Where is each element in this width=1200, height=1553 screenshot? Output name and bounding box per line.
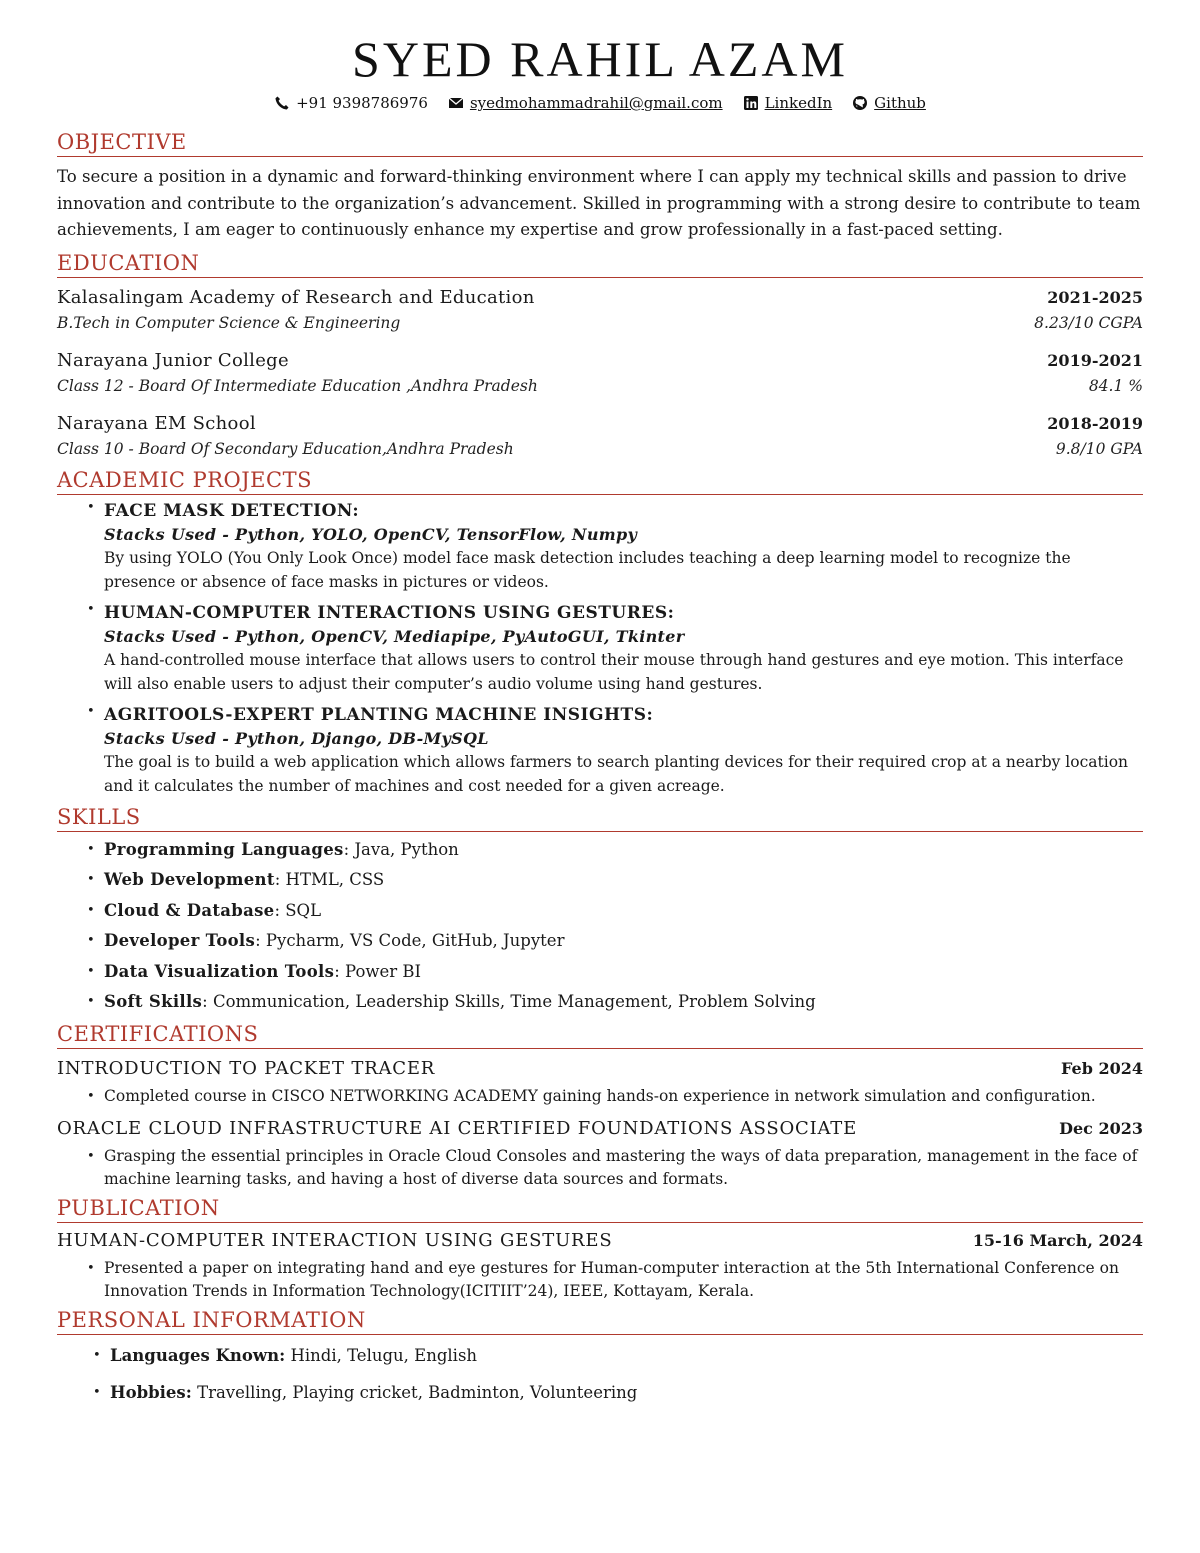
project-description: The goal is to build a web application which allows farmers to search planting devices for their required crop at a nearby location and it calculates the number of machines and cost needed for a given acreage. [104,752,1129,795]
projects-heading: ACADEMIC PROJECTS [57,467,1143,495]
linkedin-icon [743,95,759,111]
skill-value: : Pycharm, VS Code, GitHub, Jupyter [255,931,565,950]
skills-heading: SKILLS [57,804,1143,832]
skill-item [57,835,1143,866]
skill-item [57,957,1143,988]
personal-label: Hobbies: [110,1382,192,1402]
certification-date: Feb 2024 [1061,1058,1143,1078]
personal-item [57,1337,1143,1374]
skill-value: : Java, Python [343,839,459,859]
skill-value: : HTML, CSS [274,870,385,889]
objective-text: To secure a position in a dynamic and forward-thinking environment where I can apply my technical skills and passion to drive innovation and contribute to the organization’s advancement. Skilled in programming with a strong desire to contribute to team achievements, I am eager to continuously enhance my expertise and grow professionally in a fast-paced setting. [57,167,1141,239]
skill-item [57,865,1143,896]
grade: 84.1 % [1088,376,1143,395]
certifications-heading: CERTIFICATIONS [57,1021,1143,1049]
project-stack: Stacks Used - Python, YOLO, OpenCV, TensorFlow, Numpy [104,524,638,544]
school-name: Narayana Junior College [57,349,289,371]
publication-item [57,1227,1143,1303]
skills-section [57,804,1143,1018]
contact-bar [57,92,1143,114]
candidate-name: SYED RAHIL AZAM [352,31,848,87]
linkedin-link[interactable]: LinkedIn [764,94,833,112]
education-years: 2021-2025 [1047,287,1143,307]
project-stack: Stacks Used - Python, OpenCV, Mediapipe, PyAutoGUI, Tkinter [104,626,685,646]
education-years: 2019-2021 [1047,350,1143,370]
school-name: Narayana EM School [57,412,256,434]
grade: 8.23/10 CGPA [1034,313,1143,332]
skill-label: Developer Tools [104,931,256,950]
phone-icon [274,95,290,111]
education-heading: EDUCATION [57,250,1143,278]
certification-title: INTRODUCTION TO PACKET TRACER [57,1057,436,1079]
certification-description: • Completed course in CISCO NETWORKING ACADEMY gaining hands-on experience in network simulation and configuration. [57,1085,1143,1108]
certification-description: • Grasping the essential principles in Oracle Cloud Consoles and mastering the ways of data preparation, management in the face of machine learning tasks, and having a host of diverse data sources and formats. [57,1145,1143,1191]
personal-item [57,1374,1143,1411]
certifications-section [57,1021,1143,1191]
project-item [57,602,1143,696]
project-description: By using YOLO (You Only Look Once) model face mask detection includes teaching a deep learning model to recognize the presence or absence of face masks in pictures or videos. [104,548,1071,591]
skill-item [57,987,1143,1018]
certification-date: Dec 2023 [1059,1118,1143,1138]
publication-heading: PUBLICATION [57,1195,1143,1223]
skill-value: : Communication, Leadership Skills, Time Management, Problem Solving [202,992,816,1011]
personal-section [57,1307,1143,1411]
email-link[interactable]: syedmohammadrahil@gmail.com [469,94,723,112]
personal-heading: PERSONAL INFORMATION [57,1307,1143,1335]
github-contact[interactable] [852,94,926,112]
project-title: • FACE MASK DETECTION: [104,500,360,521]
education-item [57,411,1143,461]
skill-label: Cloud & Database [104,900,275,920]
education-years: 2018-2019 [1047,413,1143,433]
degree: Class 12 - Board Of Intermediate Education ,Andhra Pradesh [57,376,538,395]
skill-label: Web Development [104,870,275,889]
degree: B.Tech in Computer Science & Engineering [57,313,401,332]
linkedin-contact[interactable] [743,94,833,112]
phone-number: +91 9398786976 [296,94,428,112]
education-section [57,250,1143,461]
skill-label: Soft Skills [104,992,203,1011]
certification-item [57,1115,1143,1191]
project-title: • HUMAN-COMPUTER INTERACTIONS USING GESTURES: [104,602,675,623]
skill-value: : SQL [274,900,322,920]
school-name: Kalasalingam Academy of Research and Education [57,286,535,308]
skill-item [57,896,1143,927]
personal-value: Hindi, Telugu, English [285,1345,478,1365]
personal-label: Languages Known: [110,1345,286,1365]
phone-contact [274,94,428,112]
education-item [57,285,1143,335]
project-item [57,704,1143,798]
resume-page [57,30,1143,1411]
publication-title: HUMAN-COMPUTER INTERACTION USING GESTURES [57,1229,613,1251]
project-description: A hand-controlled mouse interface that allows users to control their mouse through hand gestures and eye motion. This interface will also enable users to adjust their computer’s audio volume using hand gestures. [104,650,1124,693]
publication-date: 15-16 March, 2024 [972,1230,1143,1250]
objective-heading: OBJECTIVE [57,129,1143,157]
skill-value: : Power BI [334,961,422,981]
grade: 9.8/10 GPA [1055,439,1143,458]
personal-value: Travelling, Playing cricket, Badminton, Volunteering [191,1382,638,1402]
skill-label: Programming Languages [104,839,344,859]
objective-section [57,129,1143,244]
email-contact[interactable] [448,94,723,112]
github-icon [852,95,868,111]
envelope-icon [448,95,464,111]
skill-item [57,926,1143,957]
project-item [57,500,1143,594]
degree: Class 10 - Board Of Secondary Education,Andhra Pradesh [57,439,514,458]
project-title: • AGRITOOLS-EXPERT PLANTING MACHINE INSIGHTS: [104,704,654,725]
certification-title: ORACLE CLOUD INFRASTRUCTURE AI CERTIFIED FOUNDATIONS ASSOCIATE [57,1117,858,1139]
certification-item [57,1055,1143,1108]
publication-description: • Presented a paper on integrating hand and eye gestures for Human-computer interaction at the 5th International Conference on Innovation Trends in Information Technology(ICITIIT’24), IEEE, Kottayam, Kerala. [57,1257,1143,1303]
skill-label: Data Visualization Tools [104,961,335,981]
education-item [57,348,1143,398]
github-link[interactable]: Github [874,94,926,112]
project-stack: Stacks Used - Python, Django, DB-MySQL [104,728,489,748]
projects-section [57,467,1143,798]
publication-section [57,1195,1143,1303]
